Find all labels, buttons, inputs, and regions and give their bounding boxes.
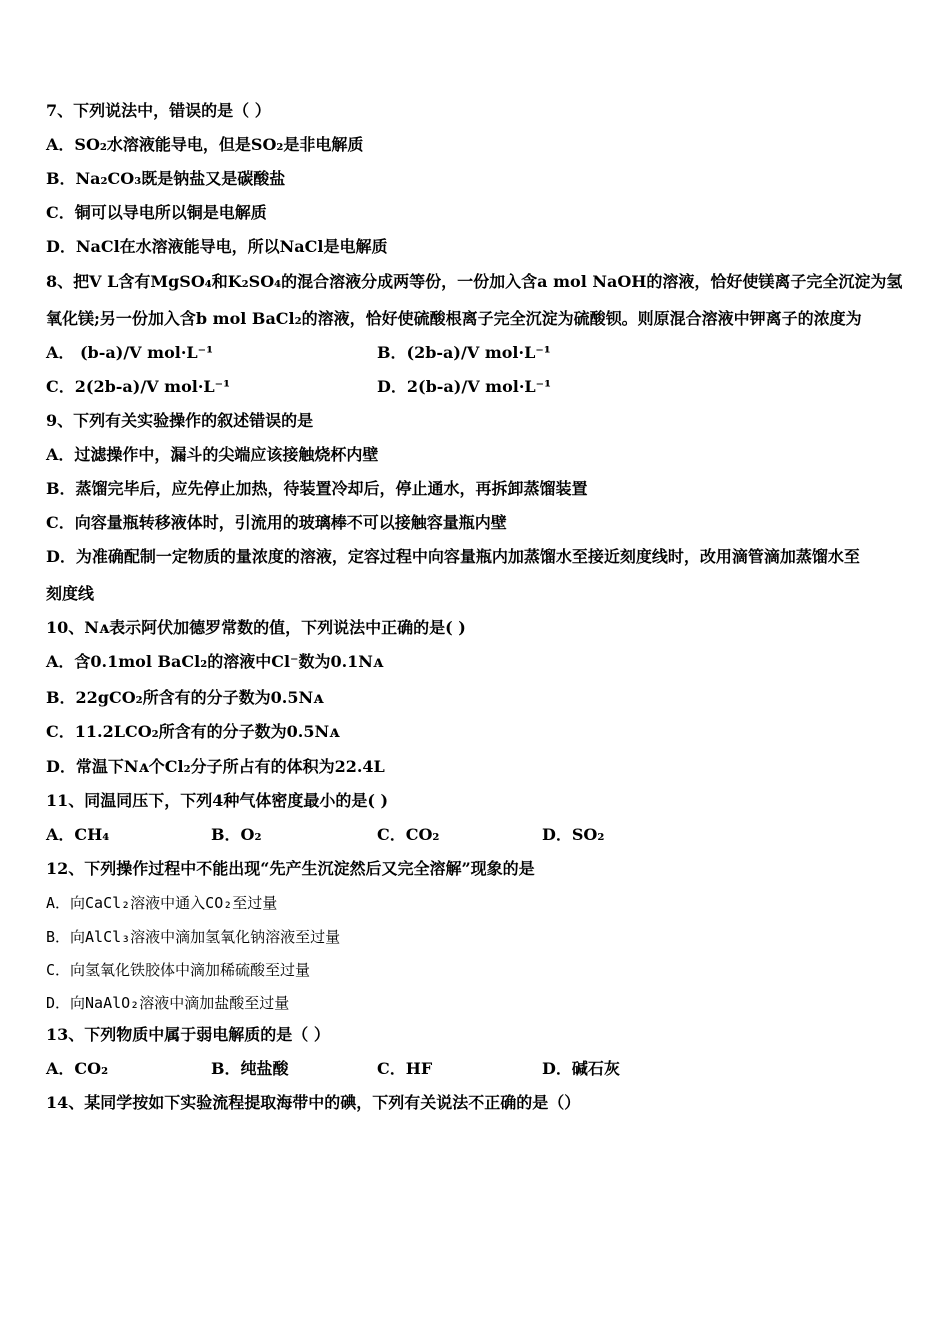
q7-stem: 7、下列说法中，错误的是（ ）: [46, 101, 271, 120]
q8-stem-line2: 氧化镁;另一份加入含b mol BaCl₂的溶液，恰好使硫酸根离子完全沉淀为硫酸钡。则原混合溶液中钾离子的浓度为: [46, 309, 862, 328]
q9-option-b: B．蒸馏完毕后，应先停止加热，待装置冷却后，停止通水，再拆卸蒸馏装置: [46, 479, 588, 498]
q10-stem: 10、Nᴀ表示阿伏加德罗常数的值，下列说法中正确的是( ): [46, 618, 466, 637]
q9-option-a: A．过滤操作中，漏斗的尖端应该接触烧杯内壁: [46, 445, 379, 464]
q9-stem: 9、下列有关实验操作的叙述错误的是: [46, 411, 314, 430]
q11-stem: 11、同温同压下，下列4种气体密度最小的是( ): [46, 791, 389, 810]
q12-option-a: A．向CaCl₂溶液中通入CO₂至过量: [46, 894, 278, 912]
q13-option-a: A．CO₂: [46, 1059, 109, 1078]
q8-option-c: C．2(2b-a)/V mol·L⁻¹: [46, 377, 231, 396]
q14-stem: 14、某同学按如下实验流程提取海带中的碘，下列有关说法不正确的是（）: [46, 1093, 581, 1112]
q10-option-d: D．常温下Nᴀ个Cl₂分子所占有的体积为22.4L: [46, 757, 385, 776]
q8-option-d: D．2(b-a)/V mol·L⁻¹: [377, 377, 552, 396]
q10-option-c: C．11.2LCO₂所含有的分子数为0.5Nᴀ: [46, 722, 340, 741]
q9-option-d-line1: D．为准确配制一定物质的量浓度的溶液，定容过程中向容量瓶内加蒸馏水至接近刻度线时，改用滴管滴加蒸馏水至: [46, 547, 860, 566]
q7-option-a: A．SO₂水溶液能导电，但是SO₂是非电解质: [46, 135, 364, 154]
q12-option-b: B．向AlCl₃溶液中滴加氢氧化钠溶液至过量: [46, 928, 341, 946]
q13-option-b: B．纯盐酸: [211, 1059, 289, 1078]
q11-option-d: D．SO₂: [542, 825, 605, 844]
q11-option-c: C．CO₂: [377, 825, 440, 844]
q10-option-a: A．含0.1mol BaCl₂的溶液中Cl⁻数为0.1Nᴀ: [46, 652, 384, 671]
q11-option-b: B．O₂: [211, 825, 262, 844]
q8-option-b: B．(2b-a)/V mol·L⁻¹: [377, 343, 551, 362]
q7-option-b: B．Na₂CO₃既是钠盐又是碳酸盐: [46, 169, 286, 188]
q12-option-c: C．向氢氧化铁胶体中滴加稀硫酸至过量: [46, 961, 311, 979]
q13-option-d: D．碱石灰: [542, 1059, 620, 1078]
q13-option-c: C．HF: [377, 1059, 433, 1078]
q13-stem: 13、下列物质中属于弱电解质的是（ ）: [46, 1025, 330, 1044]
q7-option-d: D．NaCl在水溶液能导电，所以NaCl是电解质: [46, 237, 388, 256]
q10-option-b: B．22gCO₂所含有的分子数为0.5Nᴀ: [46, 688, 324, 707]
q7-option-c: C．铜可以导电所以铜是电解质: [46, 203, 267, 222]
q9-option-d-line2: 刻度线: [46, 584, 95, 603]
q11-option-a: A．CH₄: [46, 825, 110, 844]
q8-stem-line1: 8、把V L含有MgSO₄和K₂SO₄的混合溶液分成两等份，一份加入含a mol NaOH的溶液，恰好使镁离子完全沉淀为氢: [46, 272, 903, 291]
q12-stem: 12、下列操作过程中不能出现“先产生沉淀然后又完全溶解”现象的是: [46, 859, 535, 878]
q12-option-d: D．向NaAlO₂溶液中滴加盐酸至过量: [46, 994, 290, 1012]
q9-option-c: C．向容量瓶转移液体时，引流用的玻璃棒不可以接触容量瓶内壁: [46, 513, 507, 532]
q8-option-a: A． (b-a)/V mol·L⁻¹: [46, 343, 214, 362]
